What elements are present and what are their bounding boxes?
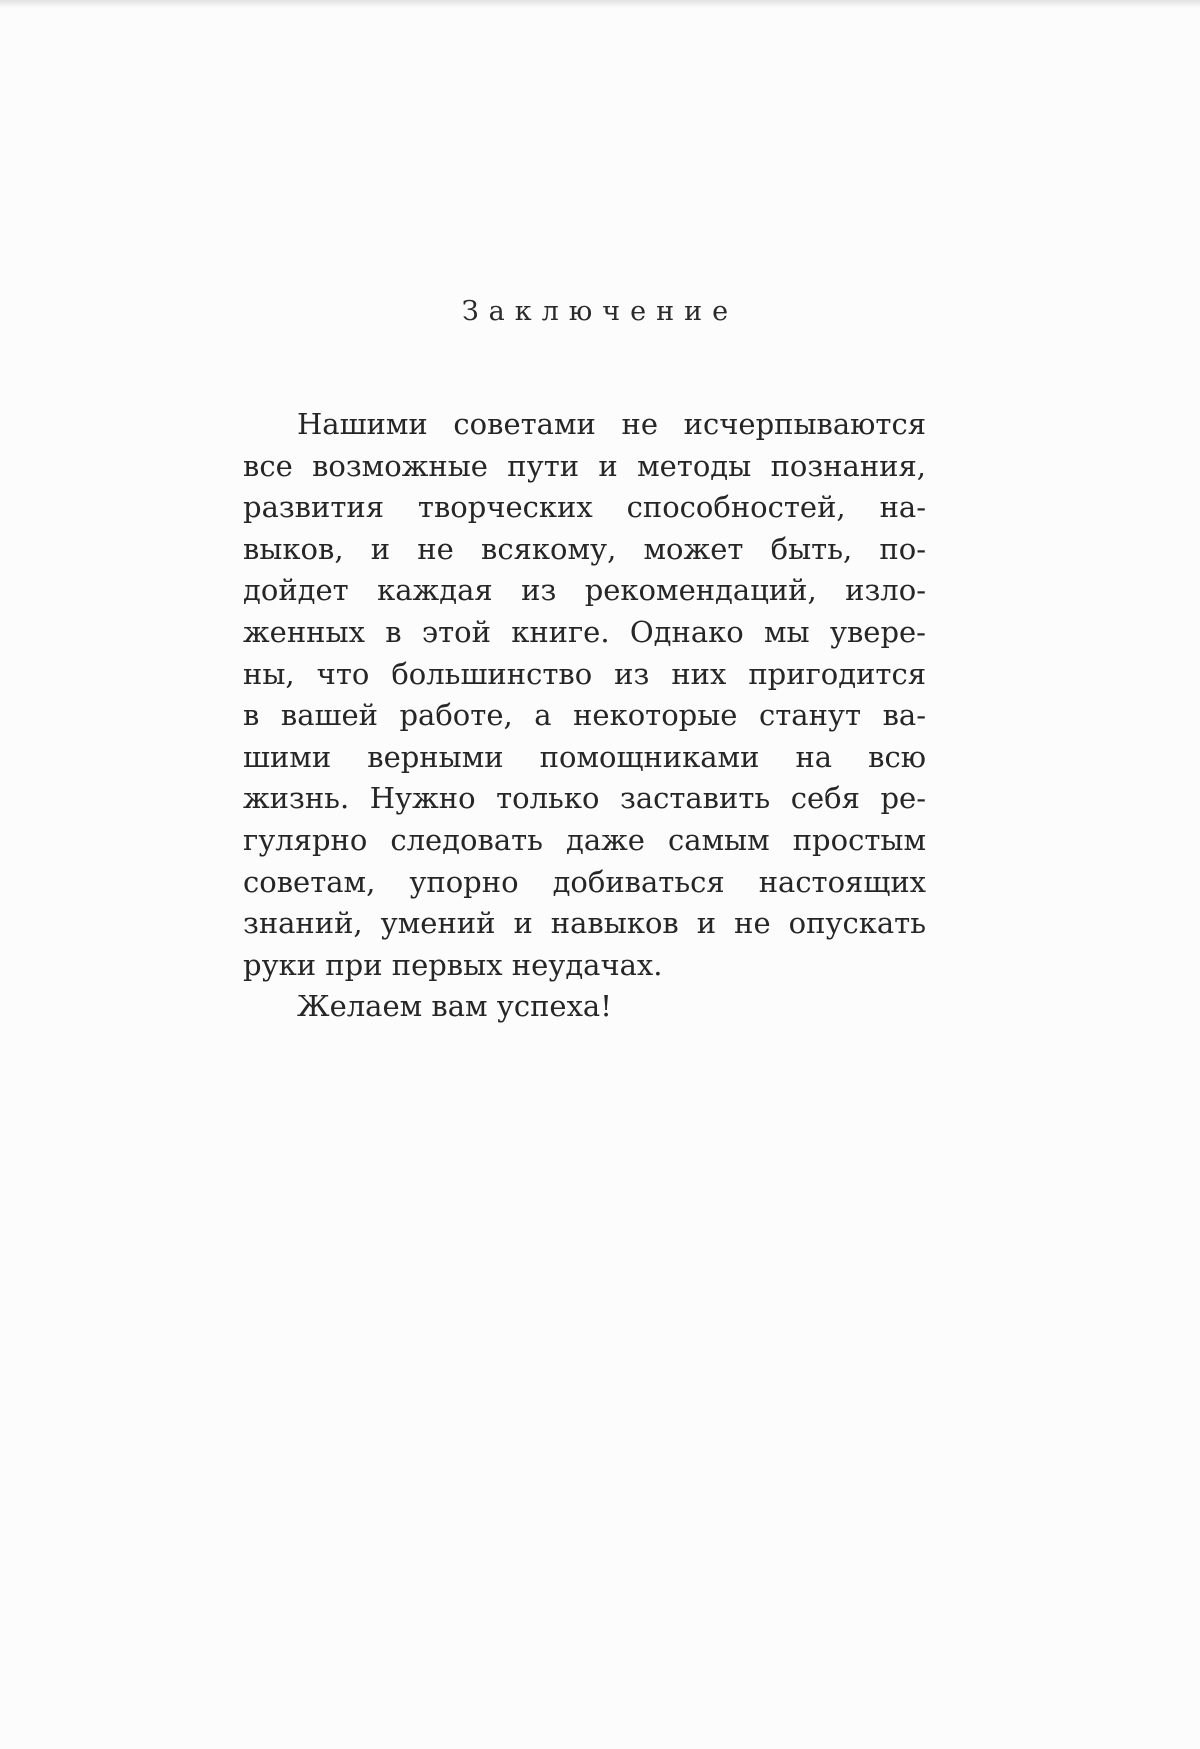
page-title: Заключение [461,296,739,327]
text-line: Нашими советами не исчерпываются [297,407,926,441]
text-line: дойдет каждая из рекомендаций, изло- [243,573,926,608]
text-line: жизнь. Нужно только заставить себя ре- [243,781,926,816]
closing-line: Желаем вам успеха! [297,989,612,1024]
text-line: ны, что большинство из них пригодится [243,656,926,691]
body-paragraph [243,404,926,1028]
scan-edge-shadow [0,0,1200,8]
text-line: руки при первых неудачах. [243,947,663,982]
text-line: шими верными помощниками на всю [243,739,926,774]
text-line: все возможные пути и методы познания, [243,448,926,483]
text-line: знаний, умений и навыков и не опускать [243,906,926,941]
text-line: развития творческих способностей, на- [243,490,926,525]
text-line: женных в этой книге. Однако мы увере- [243,614,926,649]
text-line: в вашей работе, а некоторые станут ва- [243,698,926,733]
text-line: советам, упорно добиваться настоящих [243,864,926,899]
text-line: гулярно следовать даже самым простым [243,822,926,857]
text-line: выков, и не всякому, может быть, по- [243,531,926,566]
